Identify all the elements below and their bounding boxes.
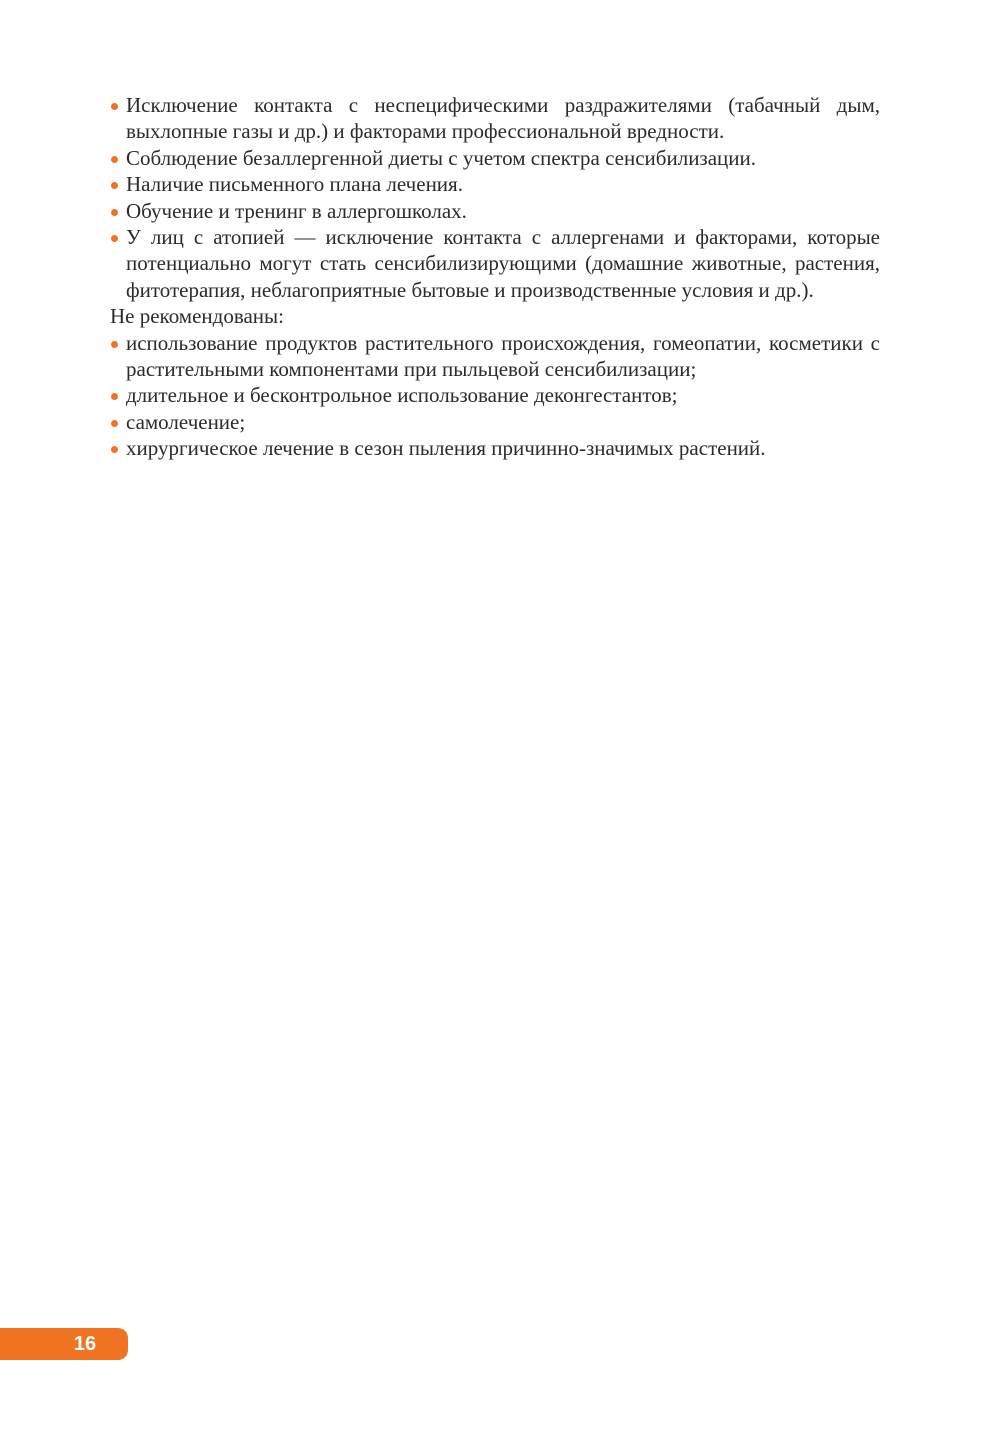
list-item: Обучение и тренинг в аллергошколах. [110,198,880,224]
not-recommended-list [110,330,880,462]
list-item: У лиц с атопией — исключение контакта с аллергенами и факторами, которые потенциально могут стать сенсибилизирующими (домашние животные, растения, фитотерапия, неблагоприятные бытовые и производственные условия и др.). [110,224,880,303]
list-item: Соблюдение безаллергенной диеты с учетом спектра сенсибилизации. [110,145,880,171]
page-number: 16 [73,1333,97,1355]
page-content [110,92,880,462]
page-number-tab [0,1328,128,1360]
list-item: самолечение; [110,409,880,435]
list-item: Наличие письменного плана лечения. [110,171,880,197]
list-item: использование продуктов растительного происхождения, гомеопатии, косметики с растительными компонентами при пыльцевой сенсибилизации; [110,330,880,383]
recommendations-list [110,92,880,303]
list-item: Исключение контакта с неспецифическими раздражителями (табачный дым, выхлопные газы и др.) и факторами профессиональной вредности. [110,92,880,145]
not-recommended-heading: Не рекомендованы: [110,304,284,329]
list-item: хирургическое лечение в сезон пыления причинно-значимых растений. [110,435,880,461]
list-item: длительное и бесконтрольное использование деконгестантов; [110,382,880,408]
